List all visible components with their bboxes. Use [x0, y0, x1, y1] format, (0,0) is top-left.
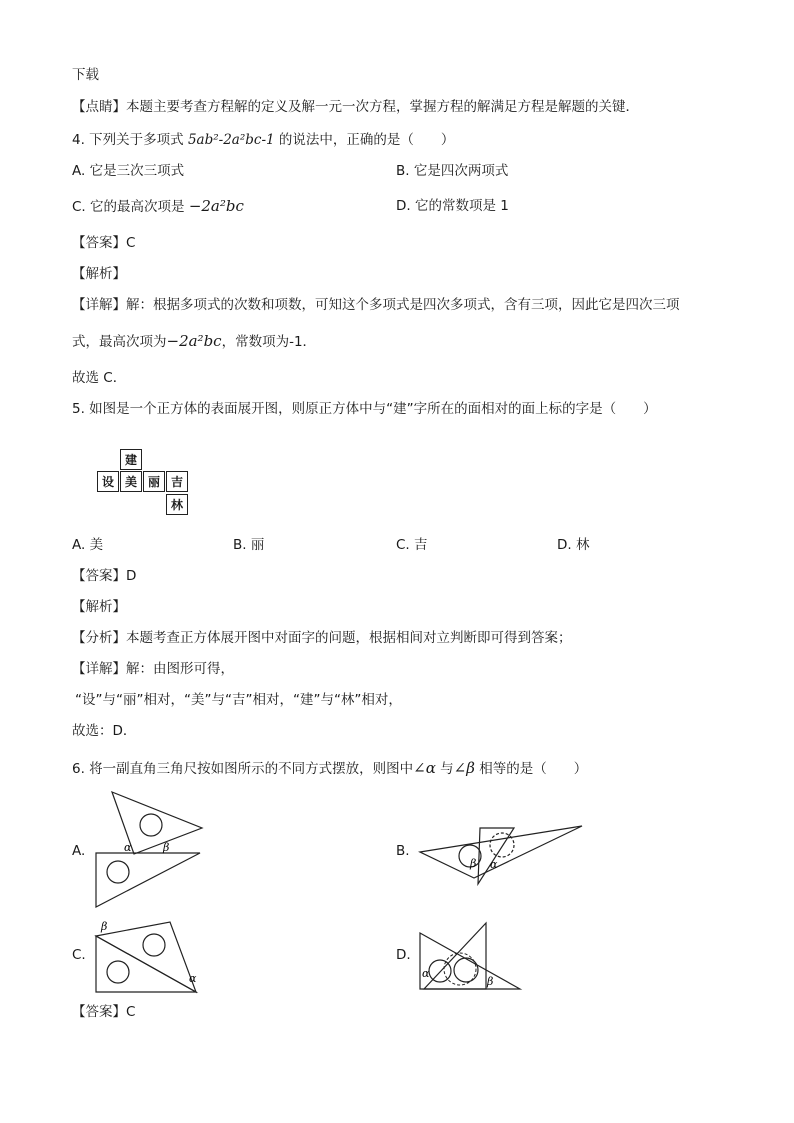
q5-detail-2: “设”与“丽”相对，“美”与“吉”相对，“建”与“林”相对，: [75, 692, 402, 708]
q6-stem-prefix: 6. 将一副直角三角尺按如图所示的不同方式摆放，则图中: [72, 761, 414, 777]
q4-option-c-label: C. 它的最高次项是: [72, 199, 189, 215]
q4-stem-prefix: 4. 下列关于多项式: [72, 132, 188, 148]
q5-detail-1: 【详解】解：由图形可得，: [72, 661, 234, 677]
q5-option-b: B. 丽: [233, 537, 265, 553]
q4-stem: [72, 131, 454, 149]
q6-b-beta: β: [470, 857, 477, 870]
q6-figure-b-label: B.: [396, 843, 410, 859]
q6-stem-suffix: 相等的是（ ）: [474, 761, 588, 777]
q6-d-alpha: α: [422, 967, 430, 980]
q4-analysis: 【解析】: [72, 266, 126, 282]
q6-figure-d: [416, 921, 526, 993]
q4-conclusion: 故选 C．: [72, 370, 127, 386]
q6-figure-c: [90, 916, 210, 996]
q6-figure-a: [90, 790, 210, 912]
q5-analysis: 【解析】: [72, 599, 126, 615]
q5-conclusion: 故选：D．: [72, 723, 137, 739]
q6-a-alpha: α: [124, 841, 132, 854]
q6-c-beta: β: [101, 920, 108, 933]
q4-option-c: [72, 197, 244, 216]
q6-answer: 【答案】C: [72, 1004, 136, 1020]
q4-detail-2-math: −2a²bc: [166, 332, 222, 350]
cube-cell-jian: 建: [120, 449, 142, 470]
q4-detail-2-suffix: ，常数项为-1．: [221, 334, 317, 350]
q4-option-a: A. 它是三次三项式: [72, 163, 185, 179]
q5-option-a: A. 美: [72, 537, 104, 553]
q6-stem: [72, 759, 587, 778]
cube-cell-ji: 吉: [166, 471, 188, 492]
q6-d-beta: β: [487, 975, 494, 988]
cube-cell-lin: 林: [166, 494, 188, 515]
q6-angle-beta: ∠β: [453, 759, 475, 777]
cube-cell-mei: 美: [120, 471, 142, 492]
q6-a-beta: β: [163, 841, 170, 854]
q5-option-c: C. 吉: [396, 537, 428, 553]
q4-answer: 【答案】C: [72, 235, 136, 251]
q4-option-b: B. 它是四次两项式: [396, 163, 509, 179]
top-fragment: 下载: [72, 67, 99, 83]
q6-figure-b: [416, 818, 586, 888]
note-3: 【点睛】本题主要考查方程解的定义及解一元一次方程，掌握方程的解满足方程是解题的关键．: [72, 99, 639, 115]
q4-option-c-math: −2a²bc: [188, 197, 244, 215]
q4-detail-2: [72, 332, 316, 351]
cube-cell-she: 设: [97, 471, 119, 492]
q5-fenxi: 【分析】本题考查正方体展开图中对面字的问题，根据相间对立判断即可得到答案；: [72, 630, 572, 646]
q5-stem: 5. 如图是一个正方体的表面展开图，则原正方体中与“建”字所在的面相对的面上标的字是（ ）: [72, 401, 657, 417]
q4-polynomial: 5ab²-2a²bc-1: [187, 132, 275, 148]
q4-detail-2-prefix: 式，最高次项为: [72, 334, 167, 350]
q5-option-d: D. 林: [557, 537, 590, 553]
q6-angle-alpha: ∠α: [413, 759, 436, 777]
q6-figure-c-label: C.: [72, 947, 86, 963]
q6-figure-d-label: D.: [396, 947, 411, 963]
q5-answer: 【答案】D: [72, 568, 137, 584]
q6-b-alpha: α: [490, 858, 498, 871]
q4-option-d: D. 它的常数项是 1: [396, 198, 509, 214]
q4-detail-1: 【详解】解：根据多项式的次数和项数，可知这个多项式是四次多项式，含有三项，因此它是四次三项: [72, 297, 680, 313]
q4-stem-suffix: 的说法中，正确的是（ ）: [274, 132, 455, 148]
cube-cell-li: 丽: [143, 471, 165, 492]
q6-stem-mid: 与: [435, 761, 454, 777]
q6-figure-a-label: A.: [72, 843, 86, 859]
q6-c-alpha: α: [189, 972, 197, 985]
